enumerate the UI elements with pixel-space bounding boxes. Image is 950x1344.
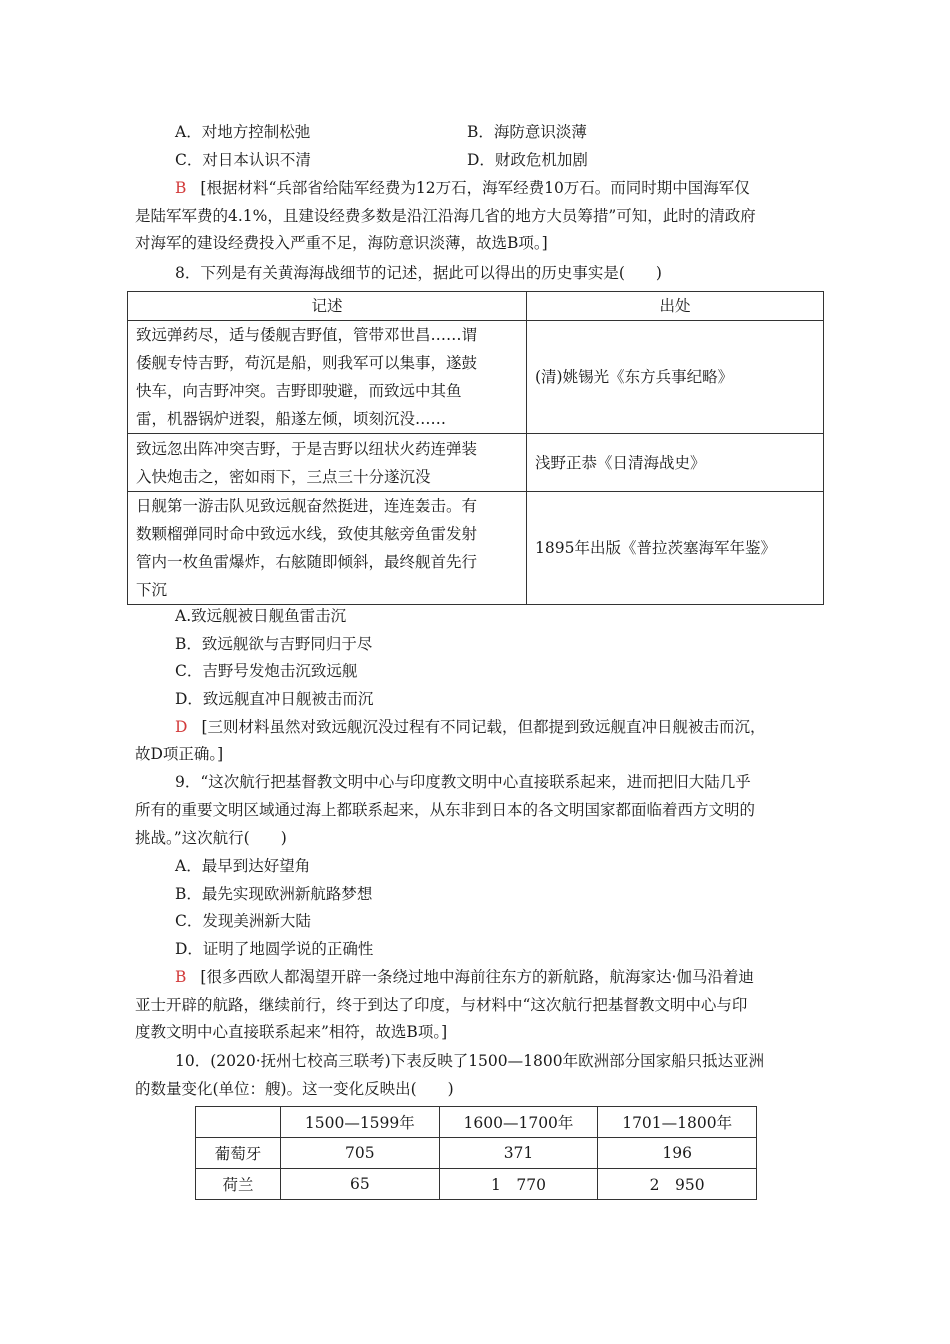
- q10-cell: 2 950: [598, 1169, 757, 1200]
- q10-header-period-1: 1500—1599年: [281, 1107, 440, 1138]
- q8-option-d: D．致远舰直冲日舰被击而沉: [175, 690, 374, 708]
- q8-header-source: 出处: [527, 292, 824, 321]
- q8-source-3: 1895年出版《普拉茨塞海军年鉴》: [527, 492, 824, 605]
- q8-option-b: B．致远舰欲与吉野同归于尽: [175, 635, 373, 653]
- q9-explanation-line-3: 度教文明中心直接联系起来”相符，故选B项。]: [135, 1023, 448, 1041]
- q7-option-c: C．对日本认识不清: [175, 151, 311, 169]
- q8-stem: 8．下列是有关黄海海战细节的记述，据此可以得出的历史事实是( ): [175, 264, 662, 282]
- q8-source-2: 浅野正恭《日清海战史》: [527, 434, 824, 492]
- q8-option-c: C．吉野号发炮击沉致远舰: [175, 662, 358, 680]
- q9-stem-line-3: 挑战。”这次航行( ): [135, 829, 287, 847]
- q9-stem-line-1: 9．“这次航行把基督教文明中心与印度教文明中心直接联系起来，进而把旧大陆几乎: [175, 773, 751, 791]
- table-row: [196, 1169, 757, 1200]
- q9-option-a: A．最早到达好望角: [175, 857, 311, 875]
- q10-stem-line-1: 10．(2020·抚州七校高三联考)下表反映了1500—1800年欧洲部分国家船只抵达亚洲: [175, 1052, 765, 1070]
- q8-explanation-line-1: [三则材料虽然对致远舰沉没过程有不同记载，但都提到致远舰直冲日舰被击而沉，: [201, 718, 766, 736]
- q10-stem-line-2: 的数量变化(单位：艘)。这一变化反映出( ): [135, 1080, 454, 1098]
- q9-answer-letter: B: [175, 968, 187, 986]
- q7-explanation: [175, 177, 750, 199]
- q7-explanation-line-3: 对海军的建设经费投入严重不足，海防意识淡薄，故选B项。]: [135, 234, 548, 252]
- q7-option-a: A．对地方控制松弛: [175, 123, 311, 141]
- table-row: [128, 321, 824, 434]
- q8-source-table: [127, 291, 824, 605]
- q8-explanation-line-2: 故D项正确。]: [135, 745, 224, 763]
- q8-record-2: [128, 434, 527, 492]
- q8-option-a: A.致远舰被日舰鱼雷击沉: [175, 607, 347, 625]
- q8-record-3-line: 下沉: [136, 581, 168, 599]
- q8-record-1-line: 致远弹药尽，适与倭舰吉野值，管带邓世昌……谓: [136, 326, 478, 344]
- q7-options-row2: [175, 149, 795, 171]
- q9-option-b: B．最先实现欧洲新航路梦想: [175, 885, 373, 903]
- q8-record-2-line: 入快炮击之，密如雨下，三点三十分遂沉没: [136, 467, 431, 486]
- q7-explanation-line-2: 是陆军军费的4.1%，且建设经费多数是沿江沿海几省的地方大员筹措”可知，此时的清政府: [135, 207, 756, 225]
- q8-record-1-line: 雷，机器锅炉迸裂，船遂左倾，顷刻沉没……: [136, 410, 447, 428]
- q10-country-portugal: 葡萄牙: [196, 1138, 281, 1169]
- q8-answer-letter: D: [175, 718, 188, 736]
- q8-explanation: [175, 716, 766, 738]
- q8-record-1-line: 快车，向吉野冲突。吉野即驶避，而致远中其鱼: [136, 382, 462, 400]
- q9-explanation: [175, 966, 754, 988]
- q8-header-record: 记述: [128, 292, 527, 321]
- q10-header-period-3: 1701—1800年: [598, 1107, 757, 1138]
- q10-cell: 196: [598, 1138, 757, 1169]
- q8-record-2-line: 致远忽出阵冲突吉野，于是吉野以纽状火药连弹装: [136, 439, 478, 458]
- q7-option-b: B．海防意识淡薄: [467, 123, 587, 141]
- q10-cell: 65: [281, 1169, 440, 1200]
- q9-option-c: C．发现美洲新大陆: [175, 912, 311, 930]
- q8-record-1: [128, 321, 527, 434]
- table-row: [196, 1107, 757, 1138]
- q7-answer-letter: B: [175, 179, 187, 197]
- q9-option-d: D．证明了地圆学说的正确性: [175, 940, 374, 958]
- q9-explanation-line-1: [很多西欧人都渴望开辟一条绕过地中海前往东方的新航路，航海家达·伽马沿着迪: [200, 968, 754, 986]
- table-row: [128, 434, 824, 492]
- q7-explanation-line-1: [根据材料“兵部省给陆军经费为12万石，海军经费10万石。而同时期中国海军仅: [200, 179, 750, 197]
- q10-cell: 705: [281, 1138, 440, 1169]
- q7-options-row1: [175, 121, 795, 143]
- q8-record-3-line: 管内一枚鱼雷爆炸，右舷随即倾斜，最终舰首先行: [136, 553, 478, 571]
- q10-header-period-2: 1600—1700年: [439, 1107, 598, 1138]
- table-row: [128, 492, 824, 605]
- q10-country-netherlands: 荷兰: [196, 1169, 281, 1200]
- q10-cell: 371: [439, 1138, 598, 1169]
- q8-source-1: (清)姚锡光《东方兵事纪略》: [527, 321, 824, 434]
- table-row: [196, 1138, 757, 1169]
- q7-option-d: D．财政危机加剧: [467, 151, 588, 169]
- q10-cell: 1 770: [439, 1169, 598, 1200]
- q8-record-3-line: 日舰第一游击队见致远舰奋然挺进，连连轰击。有: [136, 497, 478, 515]
- q9-stem-line-2: 所有的重要文明区域通过海上都联系起来，从东非到日本的各文明国家都面临着西方文明的: [135, 801, 756, 819]
- q8-record-3-line: 数颗榴弹同时命中致远水线，致使其舷旁鱼雷发射: [136, 525, 478, 543]
- q9-explanation-line-2: 亚士开辟的航路，继续前行，终于到达了印度，与材料中“这次航行把基督教文明中心与印: [135, 996, 748, 1014]
- q10-header-blank: [196, 1107, 281, 1138]
- q8-record-3: [128, 492, 527, 605]
- q8-record-1-line: 倭舰专恃吉野，苟沉是船，则我军可以集事，遂鼓: [136, 354, 478, 372]
- q10-ship-count-table: [195, 1106, 757, 1200]
